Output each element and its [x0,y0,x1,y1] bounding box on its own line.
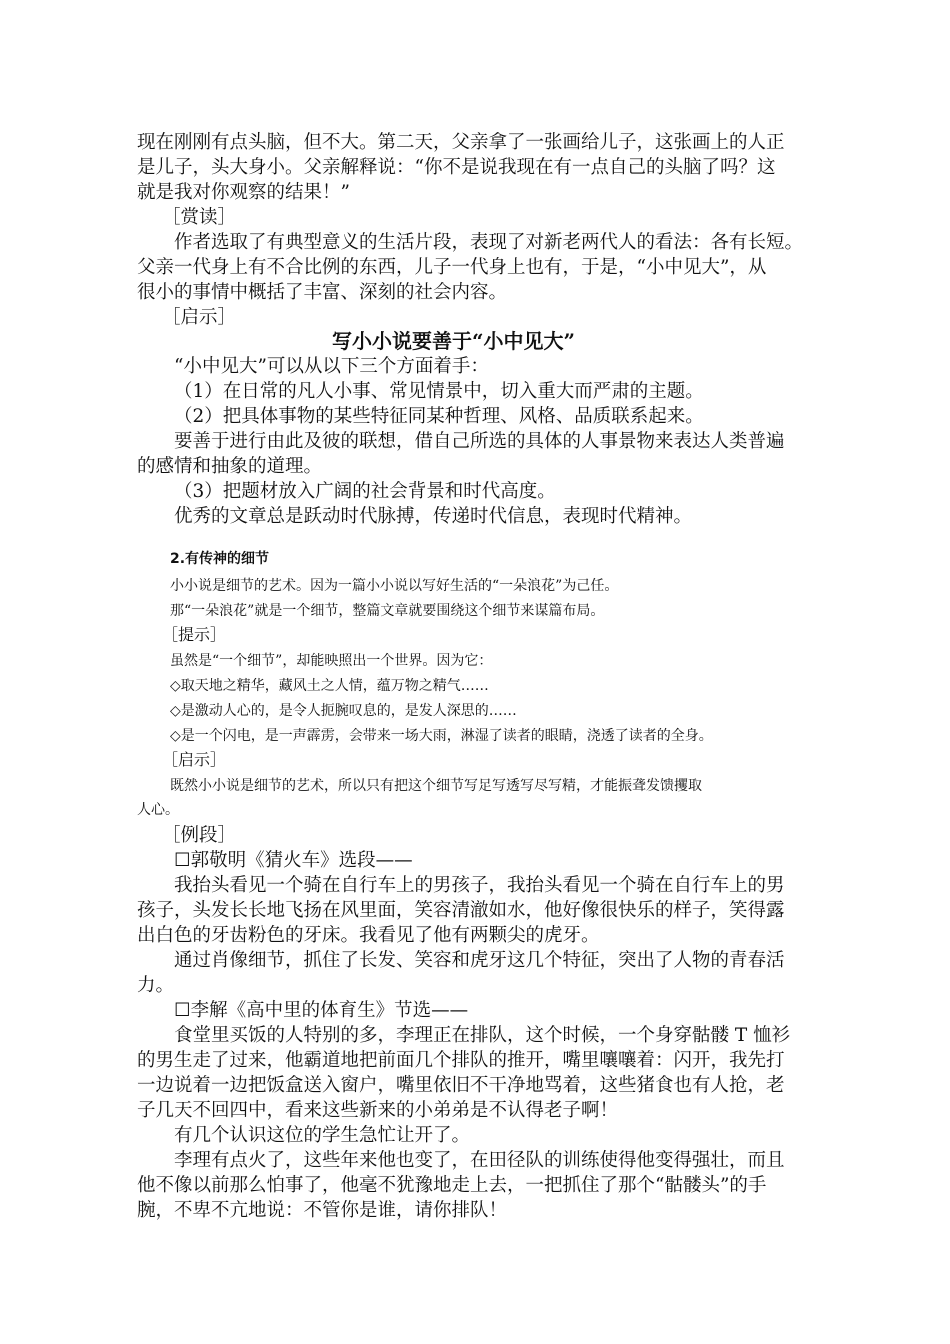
source-line: ☐李解《高中里的体育生》节选—— [174,1000,469,1021]
paragraph-line: 腕，不卑不亢地说：不管你是谁，请你排队！ [137,1200,508,1221]
paragraph-line: 有几个认识这位的学生急忙让开了。 [174,1125,471,1146]
section-heading: 2.有传神的细节 [170,551,270,567]
paragraph-line: 父亲一代身上有不合比例的东西，儿子一代身上也有，于是，“小中见大”，从 [137,257,767,278]
paragraph-line: 是儿子，头大身小。父亲解释说：“你不是说我现在有一点自己的头脑了吗？这 [137,157,776,178]
section-label-hint: ［提示］ [162,625,227,644]
paragraph-line: 既然小小说是细节的艺术，所以只有把这个细节写足写透写尽写精，才能振聋发馈攫取 [170,778,702,794]
paragraph-line: 就是我对你观察的结果！” [137,182,350,203]
section-label-insight: ［启示］ [162,307,237,328]
paragraph-line: 孩子，头发长长地飞扬在风里面，笑容清澈如水，他好像很快乐的样子，笑得露 [137,900,785,921]
paragraph-line: 子几天不回四中，看来这些新来的小弟弟是不认得老子啊！ [137,1100,619,1121]
paragraph-line: 一边说着一边把饭盒送入窗户，嘴里依旧不干净地骂着，这些猪食也有人抢，老 [137,1075,785,1096]
paragraph-line: 虽然是“一个细节”，却能映照出一个世界。因为它： [170,653,493,669]
paragraph-line: 出白色的牙齿粉色的牙床。我看见了他有两颗尖的虎牙。 [137,925,600,946]
paragraph-line: 小小说是细节的艺术。因为一篇小小说以写好生活的“一朵浪花”为己任。 [170,578,619,594]
section-label-insight: ［启示］ [162,750,227,769]
paragraph-line: 人心。 [137,802,179,818]
paragraph-line: 的男生走了过来，他霸道地把前面几个排队的推开，嘴里嚷嚷着：闪开，我先打 [137,1050,785,1071]
list-item: ◇是激动人心的，是令人扼腕叹息的，是发人深思的…… [170,703,517,719]
paragraph-line: 优秀的文章总是跃动时代脉搏，传递时代信息，表现时代精神。 [174,506,693,527]
source-line: ☐郭敬明《猜火车》选段—— [174,850,413,871]
paragraph-line: 食堂里买饭的人特别的多，李理正在排队，这个时候，一个身穿骷髅 T 恤衫 [174,1025,791,1046]
paragraph-line: 的感情和抽象的道理。 [137,456,323,477]
section-label-appreciation: ［赏读］ [162,207,237,228]
paragraph-line: 通过肖像细节，抓住了长发、笑容和虎牙这几个特征，突出了人物的青春活 [174,950,785,971]
paragraph-line: 我抬头看见一个骑在自行车上的男孩子，我抬头看见一个骑在自行车上的男 [174,875,785,896]
list-item: （1）在日常的凡人小事、常见情景中，切入重大而严肃的主题。 [174,381,704,402]
paragraph-line: 作者选取了有典型意义的生活片段，表现了对新老两代人的看法：各有长短。 [174,232,804,253]
paragraph-line: “小中见大”可以从以下三个方面着手： [174,356,489,377]
section-title: 写小小说要善于“小中见大” [332,329,576,353]
paragraph-line: 力。 [137,975,175,996]
section-label-example: ［例段］ [162,825,237,846]
paragraph-line: 很小的事情中概括了丰富、深刻的社会内容。 [137,282,508,303]
list-item: （3）把题材放入广阔的社会背景和时代高度。 [174,481,556,502]
paragraph-line: 李理有点火了，这些年来他也变了，在田径队的训练使得他变得强壮，而且 [174,1150,785,1171]
paragraph-line: 现在刚刚有点头脑，但不大。第二天，父亲拿了一张画给儿子，这张画上的人正 [137,132,785,153]
list-item: ◇是一个闪电，是一声霹雳，会带来一场大雨，淋湿了读者的眼睛，浇透了读者的全身。 [170,728,713,744]
paragraph-line: 他不像以前那么怕事了，他毫不犹豫地走上去，一把抓住了那个“骷髅头”的手 [137,1175,767,1196]
paragraph-line: 那“一朵浪花”就是一个细节，整篇文章就要围绕这个细节来谋篇布局。 [170,603,605,619]
list-item: （2）把具体事物的某些特征同某种哲理、风格、品质联系起来。 [174,406,704,427]
paragraph-line: 要善于进行由此及彼的联想，借自己所选的具体的人事景物来表达人类普遍 [174,431,785,452]
list-item: ◇取天地之精华，藏风土之人情，蕴万物之精气…… [170,678,489,694]
